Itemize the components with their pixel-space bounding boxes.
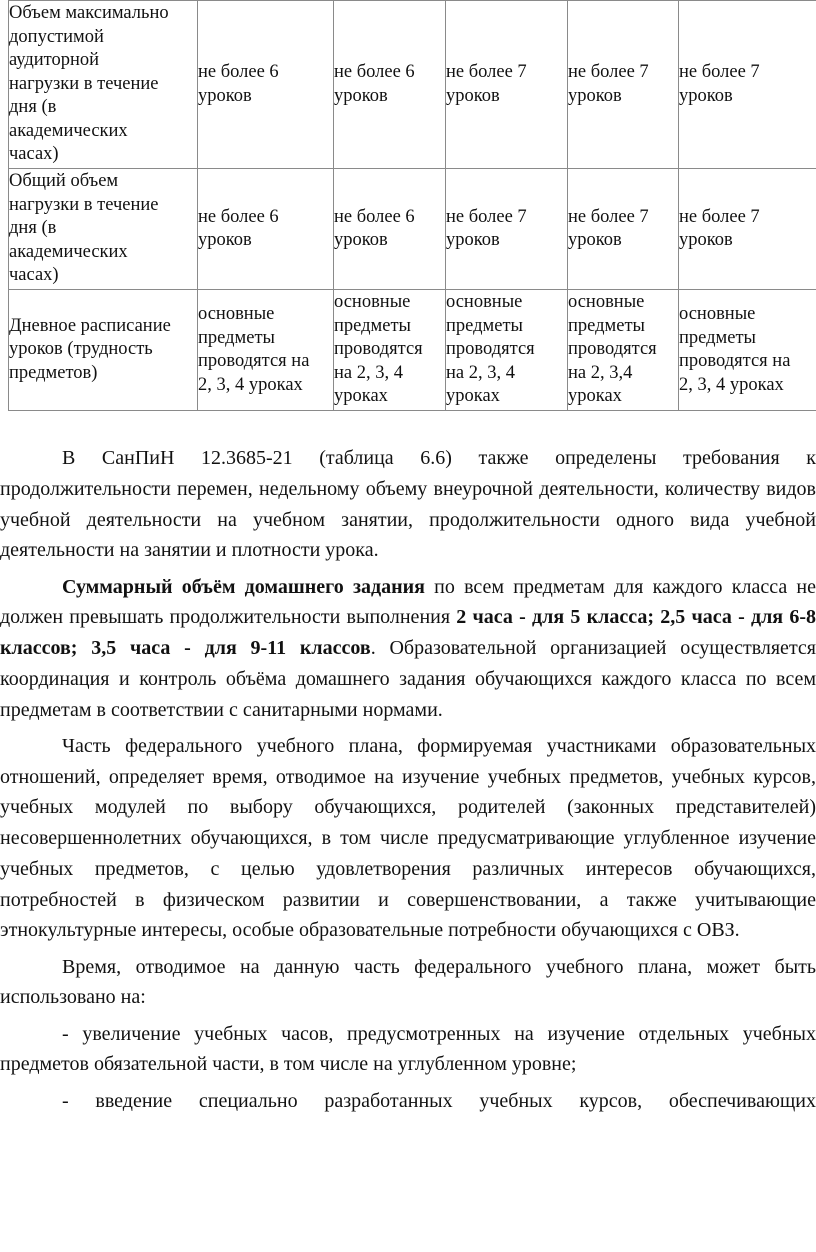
- table-cell: не более 6 уроков: [198, 1, 334, 169]
- table-cell: не более 7 уроков: [446, 1, 568, 169]
- homework-heading: Суммарный объём домашнего задания: [62, 575, 425, 598]
- list-item-courses: - введение специально разработанных учебных курсов, обеспечивающих: [62, 1089, 816, 1112]
- table-cell: не более 6 уроков: [198, 169, 334, 290]
- paragraph-sanpin: В СанПиН 12.3685-21 (таблица 6.6) также определены требования к продолжительности перемен, недельному объему внеурочной деятельности, количеству видов учебной деятельности на учебном занятии, продолжительности одного вида учебной деятельности на занятии и плотности урока.: [0, 447, 816, 562]
- table-cell: основные предметы проводятся на 2, 3, 4 уроках: [198, 290, 334, 411]
- row-label-total-load: Общий объем нагрузки в течение дня (в академических часах): [9, 169, 198, 290]
- table-row: [9, 290, 816, 411]
- table-cell: не более 7 уроков: [679, 1, 816, 169]
- table-cell: не более 7 уроков: [568, 169, 679, 290]
- table-cell: не более 6 уроков: [334, 169, 446, 290]
- table-cell: не более 7 уроков: [679, 169, 816, 290]
- paragraph-homework: [0, 572, 816, 726]
- homework-text-1: по всем предметам для каждого класса не должен превышать продолжительности выполнения: [0, 575, 816, 629]
- table-cell: не более 6 уроков: [334, 1, 446, 169]
- table-cell: основные предметы проводятся на 2, 3, 4 уроках: [334, 290, 446, 411]
- table-cell: не более 7 уроков: [568, 1, 679, 169]
- requirements-table: [8, 0, 816, 411]
- table-row: [9, 1, 816, 169]
- homework-limits: 2 часа - для 5 класса; 2,5 часа - для 6-8 классов; 3,5 часа - для 9-11 классов: [0, 606, 816, 659]
- document-body: [0, 443, 816, 1116]
- table-cell: не более 7 уроков: [446, 169, 568, 290]
- paragraph-time-usage: Время, отводимое на данную часть федерального учебного плана, может быть использовано на:: [0, 955, 816, 1009]
- list-item-hours: - увеличение учебных часов, предусмотренных на изучение отдельных учебных предметов обязательной части, в том числе на углубленном уровне;: [0, 1022, 816, 1076]
- row-label-max-load: Объем максимально допустимой аудиторной нагрузки в течение дня (в академических часах): [9, 1, 198, 169]
- paragraph-plan-part: Часть федерального учебного плана, формируемая участниками образовательных отношений, определяет время, отводимое на изучение учебных предметов, учебных курсов, учебных модулей по выбору обучающихся, родителей (законных представителей) несовершеннолетних обучающихся, в том числе предусматривающие углубленное изучение учебных предметов, с целью удовлетворения различных интересов обучающихся, потребностей в физическом развитии и совершенствовании, а также учитывающие этнокультурные интересы, особые образовательные потребности обучающихся с ОВЗ.: [0, 734, 816, 942]
- table-cell: основные предметы проводятся на 2, 3, 4 уроках: [446, 290, 568, 411]
- homework-text-2: . Образовательной организацией осуществляется координация и контроль объёма домашнего задания обучающихся каждого класса по всем предметам в соответствии с санитарными нормами.: [0, 637, 816, 721]
- table-row: [9, 169, 816, 290]
- table-cell: основные предметы проводятся на 2, 3,4 уроках: [568, 290, 679, 411]
- table-cell: основные предметы проводятся на 2, 3, 4 уроках: [679, 290, 816, 411]
- row-label-schedule: Дневное расписание уроков (трудность предметов): [9, 290, 198, 411]
